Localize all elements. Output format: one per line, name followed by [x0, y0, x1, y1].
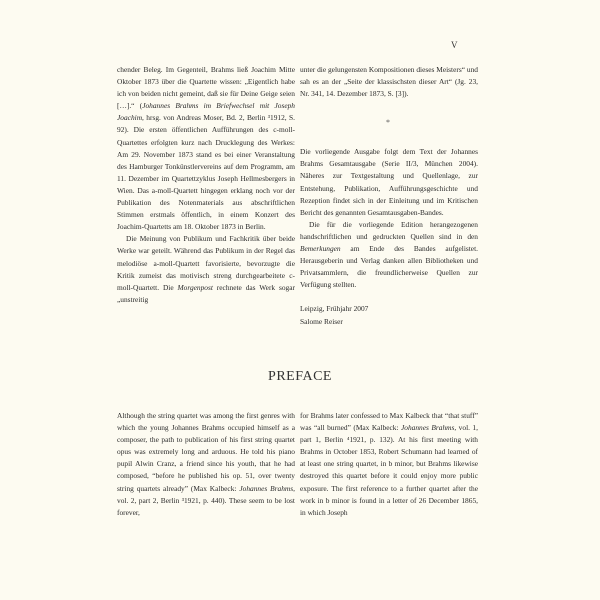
- section-spacer: [300, 291, 478, 303]
- german-paragraph: Die vorliegende Ausgabe folgt dem Text der Johannes Brahms Gesamtausgabe (Serie II/3, München 2004). Näheres zur Textgestaltung und Quellenlage, zur Entstehung, Publikation, Aufführungsgeschichte und Rezeption findet sich in der Einleitung und im Kritischen Bericht des genannten Gesamtausgaben-Bandes.: [300, 147, 478, 217]
- italic-citation: Johannes Brahms im Briefwechsel mit Joseph Joachim: [117, 101, 295, 123]
- text-run: for Brahms later confessed to Max Kalbeck that “that stuff” was “all burned” (Max Kalbeck:: [300, 411, 478, 433]
- english-paragraph: [117, 410, 295, 519]
- text-run: , vol. 1, part 1, Berlin ⁴1921, p. 132). At his first meeting with Brahms in October 1853, Robert Schumann had learned of at least one string quartet, in b minor, but Brahms likewise destroyed this quartet before it could enjoy more public exposure. The first reference to a further quartet after the work in b minor is found in a letter of 26 December 1865, in which Joseph: [300, 423, 478, 517]
- preface-heading: PREFACE: [268, 369, 332, 384]
- text-run: chender Beleg. Im Gegenteil, Brahms ließ Joachim Mitte Oktober 1873 über die Quartette wissen: „Eigentlich habe ich von beiden nicht gemeint, daß sie für Deine Geige seien […].“ (: [117, 65, 295, 111]
- german-paragraph: [117, 233, 295, 306]
- text-run: Although the string quartet was among the first genres with which the young Johannes Brahms occupied himself as a composer, the path to publication of his first string quartet opus was extremely long and arduous. He told his piano pupil Alwin Cranz, a friend since his youth, that he had composed, “before he published his op. 51, over twenty string quartets already” (Max Kalbeck:: [117, 411, 295, 493]
- german-text-left-column: [117, 64, 295, 306]
- german-paragraph: [300, 219, 478, 292]
- text-run: Die für die vorliegende Edition herangezogenen handschriftlichen und gedruckten Quellen sind in den: [300, 219, 478, 241]
- text-run: am Ende des Bandes aufgelistet. Herausgeberin und Verlag danken allen Bibliotheken und Privatsammlern, die freundlicherweise Quellen zur Verfügung stellten.: [300, 244, 478, 290]
- author-name: Salome Reiser: [300, 316, 343, 326]
- place-date: Leipzig, Frühjahr 2007: [300, 304, 369, 314]
- german-paragraph: [117, 64, 295, 233]
- german-text-right-column: [300, 64, 478, 328]
- italic-citation: Johannes Brahms: [239, 483, 294, 493]
- text-run: rechnete das Werk sogar „unstreitig: [117, 282, 295, 304]
- italic-citation: Bemerkungen: [300, 244, 341, 254]
- italic-citation: Johannes Brahms: [400, 423, 455, 433]
- english-text-right-column: [300, 410, 478, 519]
- text-run: Die Meinung von Publikum und Fachkritik über beide Werke war geteilt. Während das Publikum in der Regel das melodiöse a-moll-Quartett favorisierte, bevorzugte die Kritik zumeist das motivisch streng durchgearbeitete c-moll-Quartett. Die: [117, 234, 295, 292]
- text-run: , hrsg. von Andreas Moser, Bd. 2, Berlin ³1912, S. 92). Die ersten öffentlichen Aufführungen des c-moll-Quartettes erfolgten kurz nach Drucklegung des Werkes: Am 29. November 1873 stand es bei einer Veranstaltung des Hamburger Tonkünstlervereins auf dem Programm, am 11. Dezember im Quartettzyklus Joseph Hellmesbergers in Wien. Das a-moll-Quartett hingegen erklang noch vor der Publikation des Notenmaterials aus abschriftlichen Stimmen erstmals öffentlich, in einem Konzert des Joachim-Quartetts am 18. Oktober 1873 in Berlin.: [117, 113, 295, 232]
- signature-block: [300, 303, 478, 327]
- english-paragraph: [300, 410, 478, 519]
- text-run: , vol. 2, part 2, Berlin ³1921, p. 440). These seem to be lost forever,: [117, 483, 295, 517]
- german-paragraph: unter die gelungensten Kompositionen dieses Meisters“ und sah es an der „Seite der klassischsten dieser Art“ (Jg. 23, Nr. 341, 14. Dezember 1873, S. [3]).: [300, 65, 478, 99]
- italic-citation: Morgenpost: [177, 282, 213, 292]
- english-text-left-column: [117, 410, 295, 519]
- section-separator-asterisk: *: [386, 118, 390, 127]
- page-number: V: [451, 40, 458, 50]
